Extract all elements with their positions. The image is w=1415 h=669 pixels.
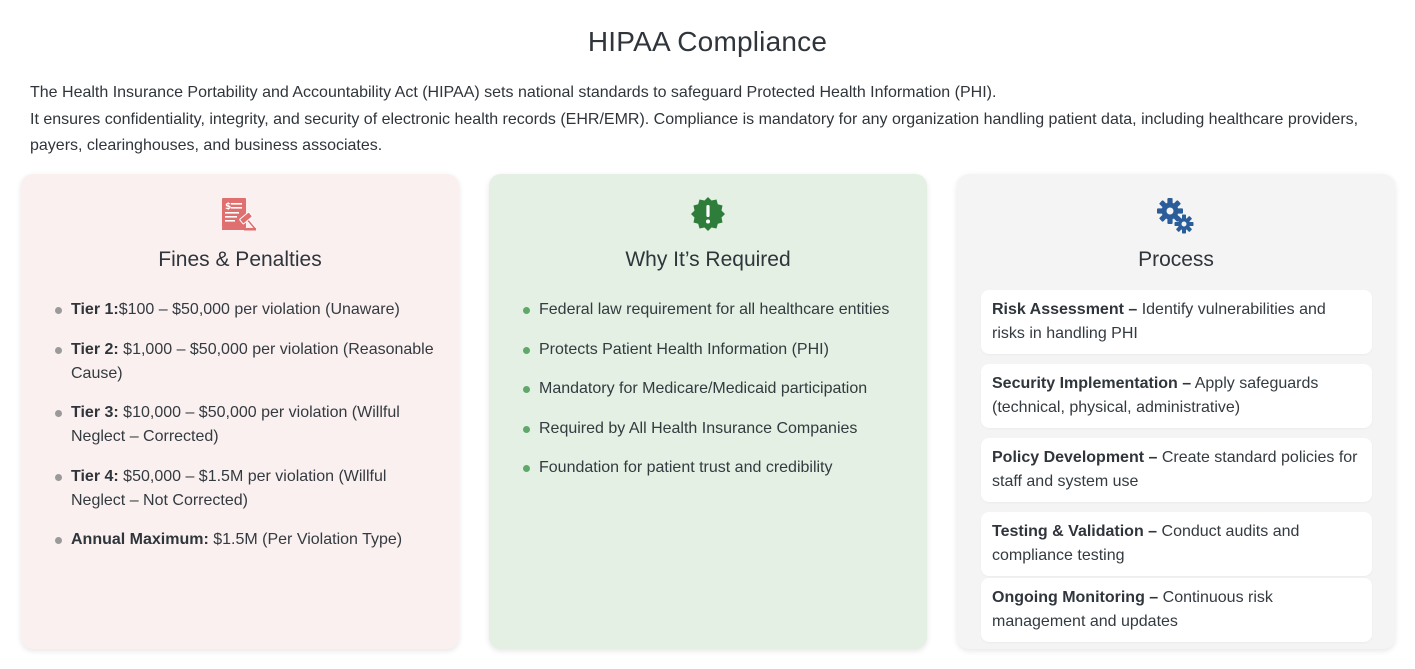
fines-penalties-title: Fines & Penalties — [158, 248, 322, 271]
process-steps — [981, 290, 1372, 642]
why-list — [539, 298, 909, 496]
list-item: Tier 2: $1,000 – $50,000 per violation (Reasonable Cause) — [71, 338, 441, 386]
list-item: Tier 1:$100 – $50,000 per violation (Unaware) — [71, 298, 441, 322]
fines-list — [71, 298, 441, 568]
process-step: Policy Development – Create standard policies for staff and system use — [981, 438, 1372, 502]
list-item: Annual Maximum: $1.5M (Per Violation Type) — [71, 528, 441, 552]
list-item: Protects Patient Health Information (PHI) — [539, 338, 909, 362]
process-step: Risk Assessment – Identify vulnerabilities and risks in handling PHI — [981, 290, 1372, 354]
list-item: Tier 4: $50,000 – $1.5M per violation (Willful Neglect – Not Corrected) — [71, 465, 441, 513]
page-title: HIPAA Compliance — [587, 26, 828, 57]
list-item: Mandatory for Medicare/Medicaid participation — [539, 377, 909, 401]
svg-text:$: $ — [225, 202, 232, 212]
process-step: Security Implementation – Apply safeguards (technical, physical, administrative) — [981, 364, 1372, 428]
alert-badge-icon — [489, 196, 927, 232]
list-item: Required by All Health Insurance Companies — [539, 417, 909, 441]
why-required-card — [489, 174, 927, 649]
list-item: Federal law requirement for all healthcare entities — [539, 298, 909, 322]
process-step: Testing & Validation – Conduct audits and compliance testing — [981, 512, 1372, 576]
why-required-title: Why It’s Required — [625, 248, 791, 271]
intro-line-1: The Health Insurance Portability and Accountability Act (HIPAA) sets national standards to safeguard Protected Health Information (PHI). — [30, 84, 997, 101]
list-item: Foundation for patient trust and credibility — [539, 456, 909, 480]
intro-line-2: It ensures confidentiality, integrity, and security of electronic health records (EHR/EMR). Compliance is mandatory for any organization handling patient data, including healthcare providers, payers, clearinghouses, and business associates. — [30, 110, 1359, 154]
fines-penalties-card — [21, 174, 459, 649]
intro-text — [30, 80, 1370, 160]
gears-icon — [957, 196, 1395, 236]
process-title: Process — [1138, 248, 1214, 271]
list-item: Tier 3: $10,000 – $50,000 per violation (Willful Neglect – Corrected) — [71, 401, 441, 449]
legal-document-gavel-icon — [21, 196, 459, 232]
process-card — [957, 174, 1395, 649]
process-step: Ongoing Monitoring – Continuous risk management and updates — [981, 578, 1372, 642]
